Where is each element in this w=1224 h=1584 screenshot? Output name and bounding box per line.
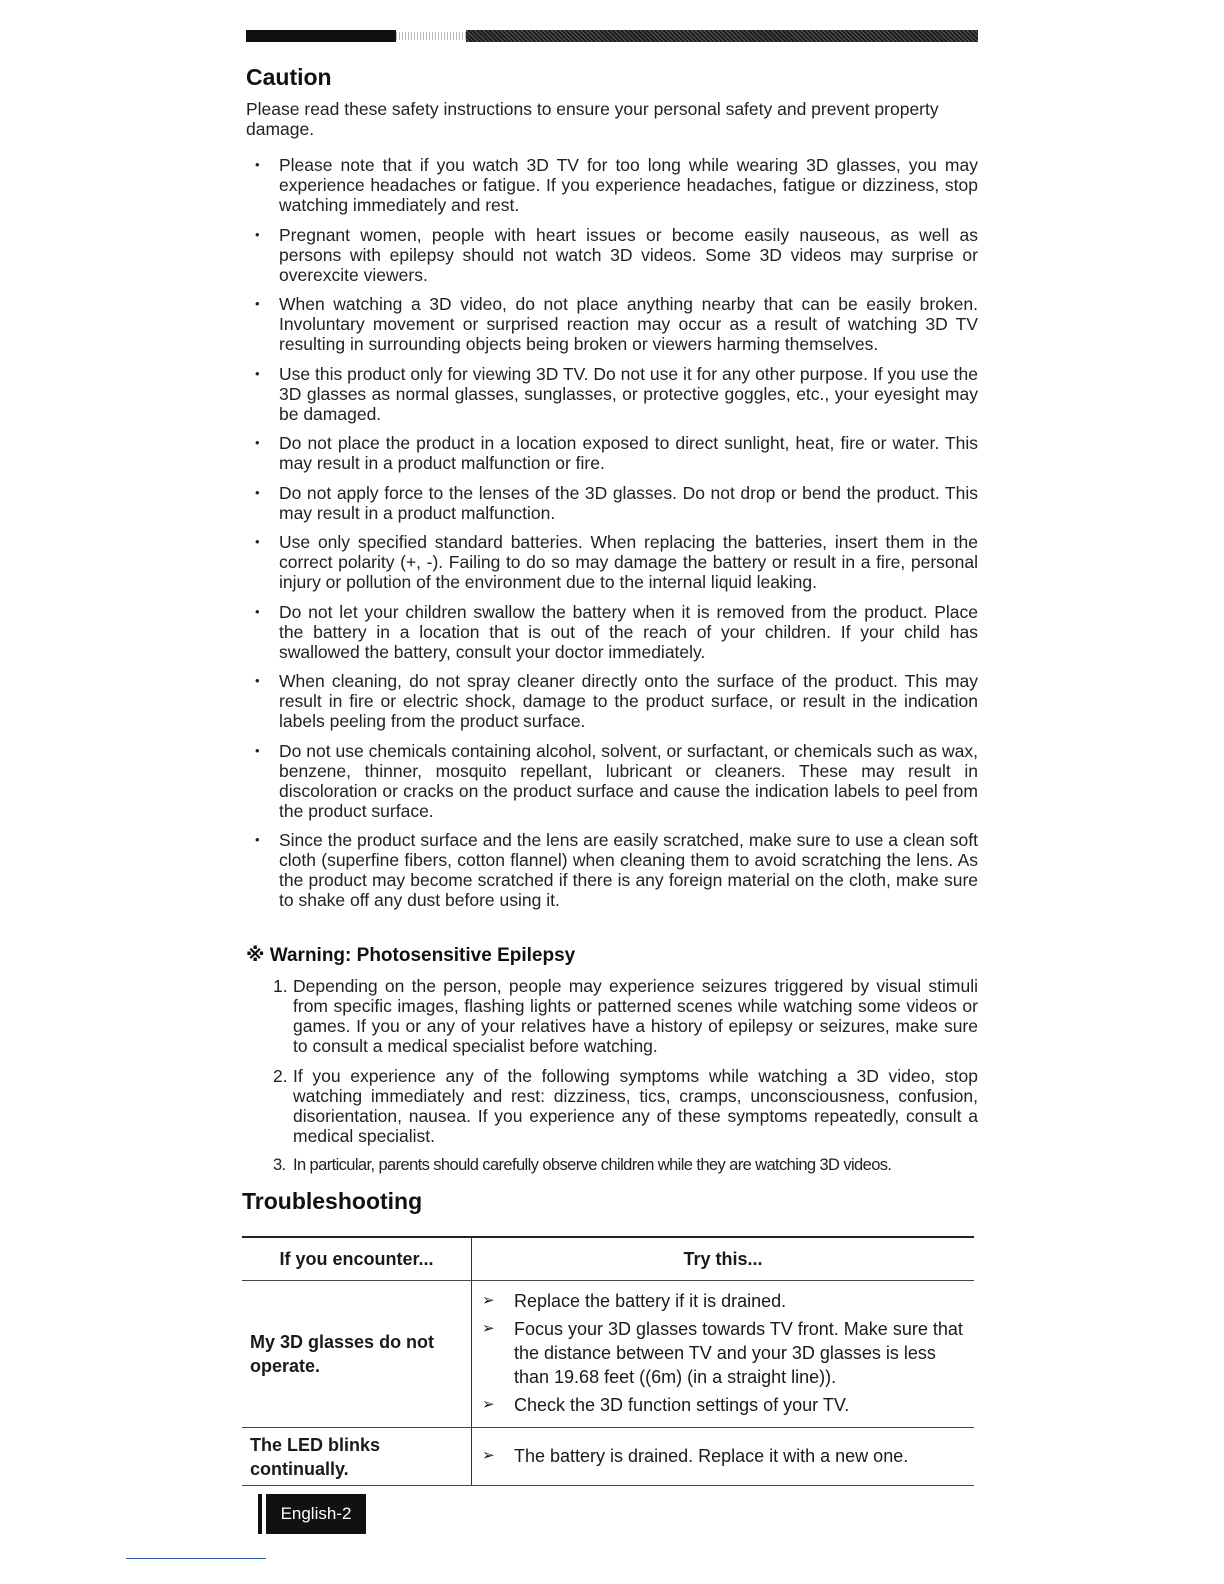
page-number: English-2 bbox=[266, 1494, 366, 1534]
table-row bbox=[242, 1281, 974, 1428]
warning-list bbox=[246, 976, 978, 1175]
bullet-icon: • bbox=[255, 157, 260, 172]
column-header-problem: If you encounter... bbox=[242, 1237, 472, 1281]
problem-cell: My 3D glasses do not operate. bbox=[242, 1281, 472, 1428]
item-number: 1. bbox=[273, 976, 288, 996]
list-item: 2. If you experience any of the following symptoms while watching a 3D video, stop watching immediately and rest: dizziness, tics, cramps, unconsciousness, confusion, disorientation, nausea. If you experience any of these symptoms repeatedly, consult a medical specialist. bbox=[273, 1065, 978, 1146]
footer-rule bbox=[126, 1558, 266, 1559]
list-item: • Please note that if you watch 3D TV for too long while wearing 3D glasses, you may experience headaches or fatigue. If you experience headaches, fatigue or dizziness, stop watching immediately and rest. bbox=[255, 155, 978, 215]
list-item: • When watching a 3D video, do not place anything nearby that can be easily broken. Involuntary movement or surprised reaction may occur as a result of watching 3D TV resulting in surrounding objects being broken or viewers harming themselves. bbox=[255, 294, 978, 354]
arrow-bullet-icon: ➢ bbox=[482, 1396, 495, 1413]
warning-section bbox=[246, 938, 978, 1185]
arrow-bullet-icon: ➢ bbox=[482, 1446, 495, 1464]
column-header-solution: Try this... bbox=[472, 1237, 975, 1281]
list-item: 1. Depending on the person, people may experience seizures triggered by visual stimuli from specific images, flashing lights or patterned scenes while watching some videos or games. If you or any of your relatives have a history of epilepsy or seizures, make sure to consult a medical specialist before watching. bbox=[273, 976, 978, 1056]
solution-cell bbox=[472, 1428, 975, 1486]
bullet-icon: • bbox=[255, 296, 260, 311]
list-item: • Do not place the product in a location exposed to direct sunlight, heat, fire or water. This may result in a product malfunction or fire. bbox=[255, 433, 978, 473]
item-number: 2. bbox=[273, 1065, 288, 1086]
bullet-icon: • bbox=[255, 673, 260, 688]
list-item: 3. In particular, parents should carefully observe children while they are watching 3D videos. bbox=[273, 1156, 892, 1174]
arrow-bullet-icon: ➢ bbox=[482, 1320, 495, 1337]
problem-cell: The LED blinks continually. bbox=[242, 1428, 472, 1486]
header-decorative-bar bbox=[246, 30, 978, 42]
solution-item: ➢ The battery is drained. Replace it with a new one. bbox=[482, 1445, 909, 1466]
caution-intro: Please read these safety instructions to ensure your personal safety and prevent property damage. bbox=[246, 99, 939, 139]
caution-section bbox=[246, 64, 978, 920]
table-header-row bbox=[242, 1237, 974, 1281]
solution-item: ➢ Focus your 3D glasses towards TV front. Make sure that the distance between TV and your 3D glasses is less than 19.68 feet ((6m) (in a straight line)). bbox=[482, 1319, 963, 1387]
solution-item: ➢ Check the 3D function settings of your TV. bbox=[482, 1395, 850, 1415]
caution-list bbox=[246, 155, 978, 910]
list-item: • Use this product only for viewing 3D TV. Do not use it for any other purpose. If you use the 3D glasses as normal glasses, sunglasses, or protective goggles, etc., your eyesight may be damaged. bbox=[255, 363, 978, 424]
solution-cell bbox=[472, 1281, 975, 1428]
caution-title: Caution bbox=[246, 64, 332, 90]
list-item: • Do not use chemicals containing alcohol, solvent, or surfactant, or chemicals such as wax, benzene, thinner, mosquito repellant, lubricant or cleaners. These may result in discoloration or cracks on the product surface and cause the indication labels to peel from the product surface. bbox=[255, 740, 978, 821]
bullet-icon: • bbox=[255, 226, 260, 242]
bullet-icon: • bbox=[255, 534, 260, 549]
troubleshooting-title: Troubleshooting bbox=[242, 1188, 423, 1214]
bullet-icon: • bbox=[255, 365, 260, 381]
warning-title: ※ Warning: Photosensitive Epilepsy bbox=[246, 945, 576, 966]
list-item: • Since the product surface and the lens are easily scratched, make sure to use a clean soft cloth (superfine fibers, cotton flannel) when cleaning them to avoid scratching the lens. As the product may become scratched if there is any foreign material on the cloth, make sure to shake off any dust before using it. bbox=[255, 830, 978, 910]
list-item: • When cleaning, do not spray cleaner directly onto the surface of the product. This may result in fire or electric shock, damage to the product surface, or result in the indication labels peeling from the product surface. bbox=[255, 671, 978, 731]
solution-item: ➢ Replace the battery if it is drained. bbox=[482, 1291, 787, 1311]
list-item: • Pregnant women, people with heart issues or become easily nauseous, as well as persons with epilepsy should not watch 3D videos. Some 3D videos may surprise or overexcite viewers. bbox=[255, 224, 978, 285]
list-item: • Use only specified standard batteries. When replacing the batteries, insert them in the correct polarity (+, -). Failing to do so may damage the battery or result in a fire, personal injury or pollution of the environment due to the internal liquid leaking. bbox=[255, 532, 978, 592]
bullet-icon: • bbox=[255, 832, 260, 847]
list-item: • Do not apply force to the lenses of the 3D glasses. Do not drop or bend the product. This may result in a product malfunction. bbox=[255, 482, 978, 523]
troubleshooting-table bbox=[242, 1236, 974, 1486]
list-item: • Do not let your children swallow the battery when it is removed from the product. Place the battery in a location that is out of the reach of your children. If your child has swallowed the battery, consult your doctor immediately. bbox=[255, 601, 978, 662]
arrow-bullet-icon: ➢ bbox=[482, 1292, 495, 1309]
bullet-icon: • bbox=[255, 742, 260, 758]
bullet-icon: • bbox=[255, 435, 260, 450]
item-number: 3. bbox=[273, 1156, 286, 1174]
page-tag-stripe bbox=[258, 1494, 262, 1534]
header-bar-fade bbox=[396, 32, 466, 40]
header-bar-hatch bbox=[466, 30, 978, 42]
bullet-icon: • bbox=[255, 603, 260, 619]
table-row bbox=[242, 1428, 974, 1486]
header-bar-solid bbox=[246, 30, 396, 42]
bullet-icon: • bbox=[255, 484, 260, 500]
